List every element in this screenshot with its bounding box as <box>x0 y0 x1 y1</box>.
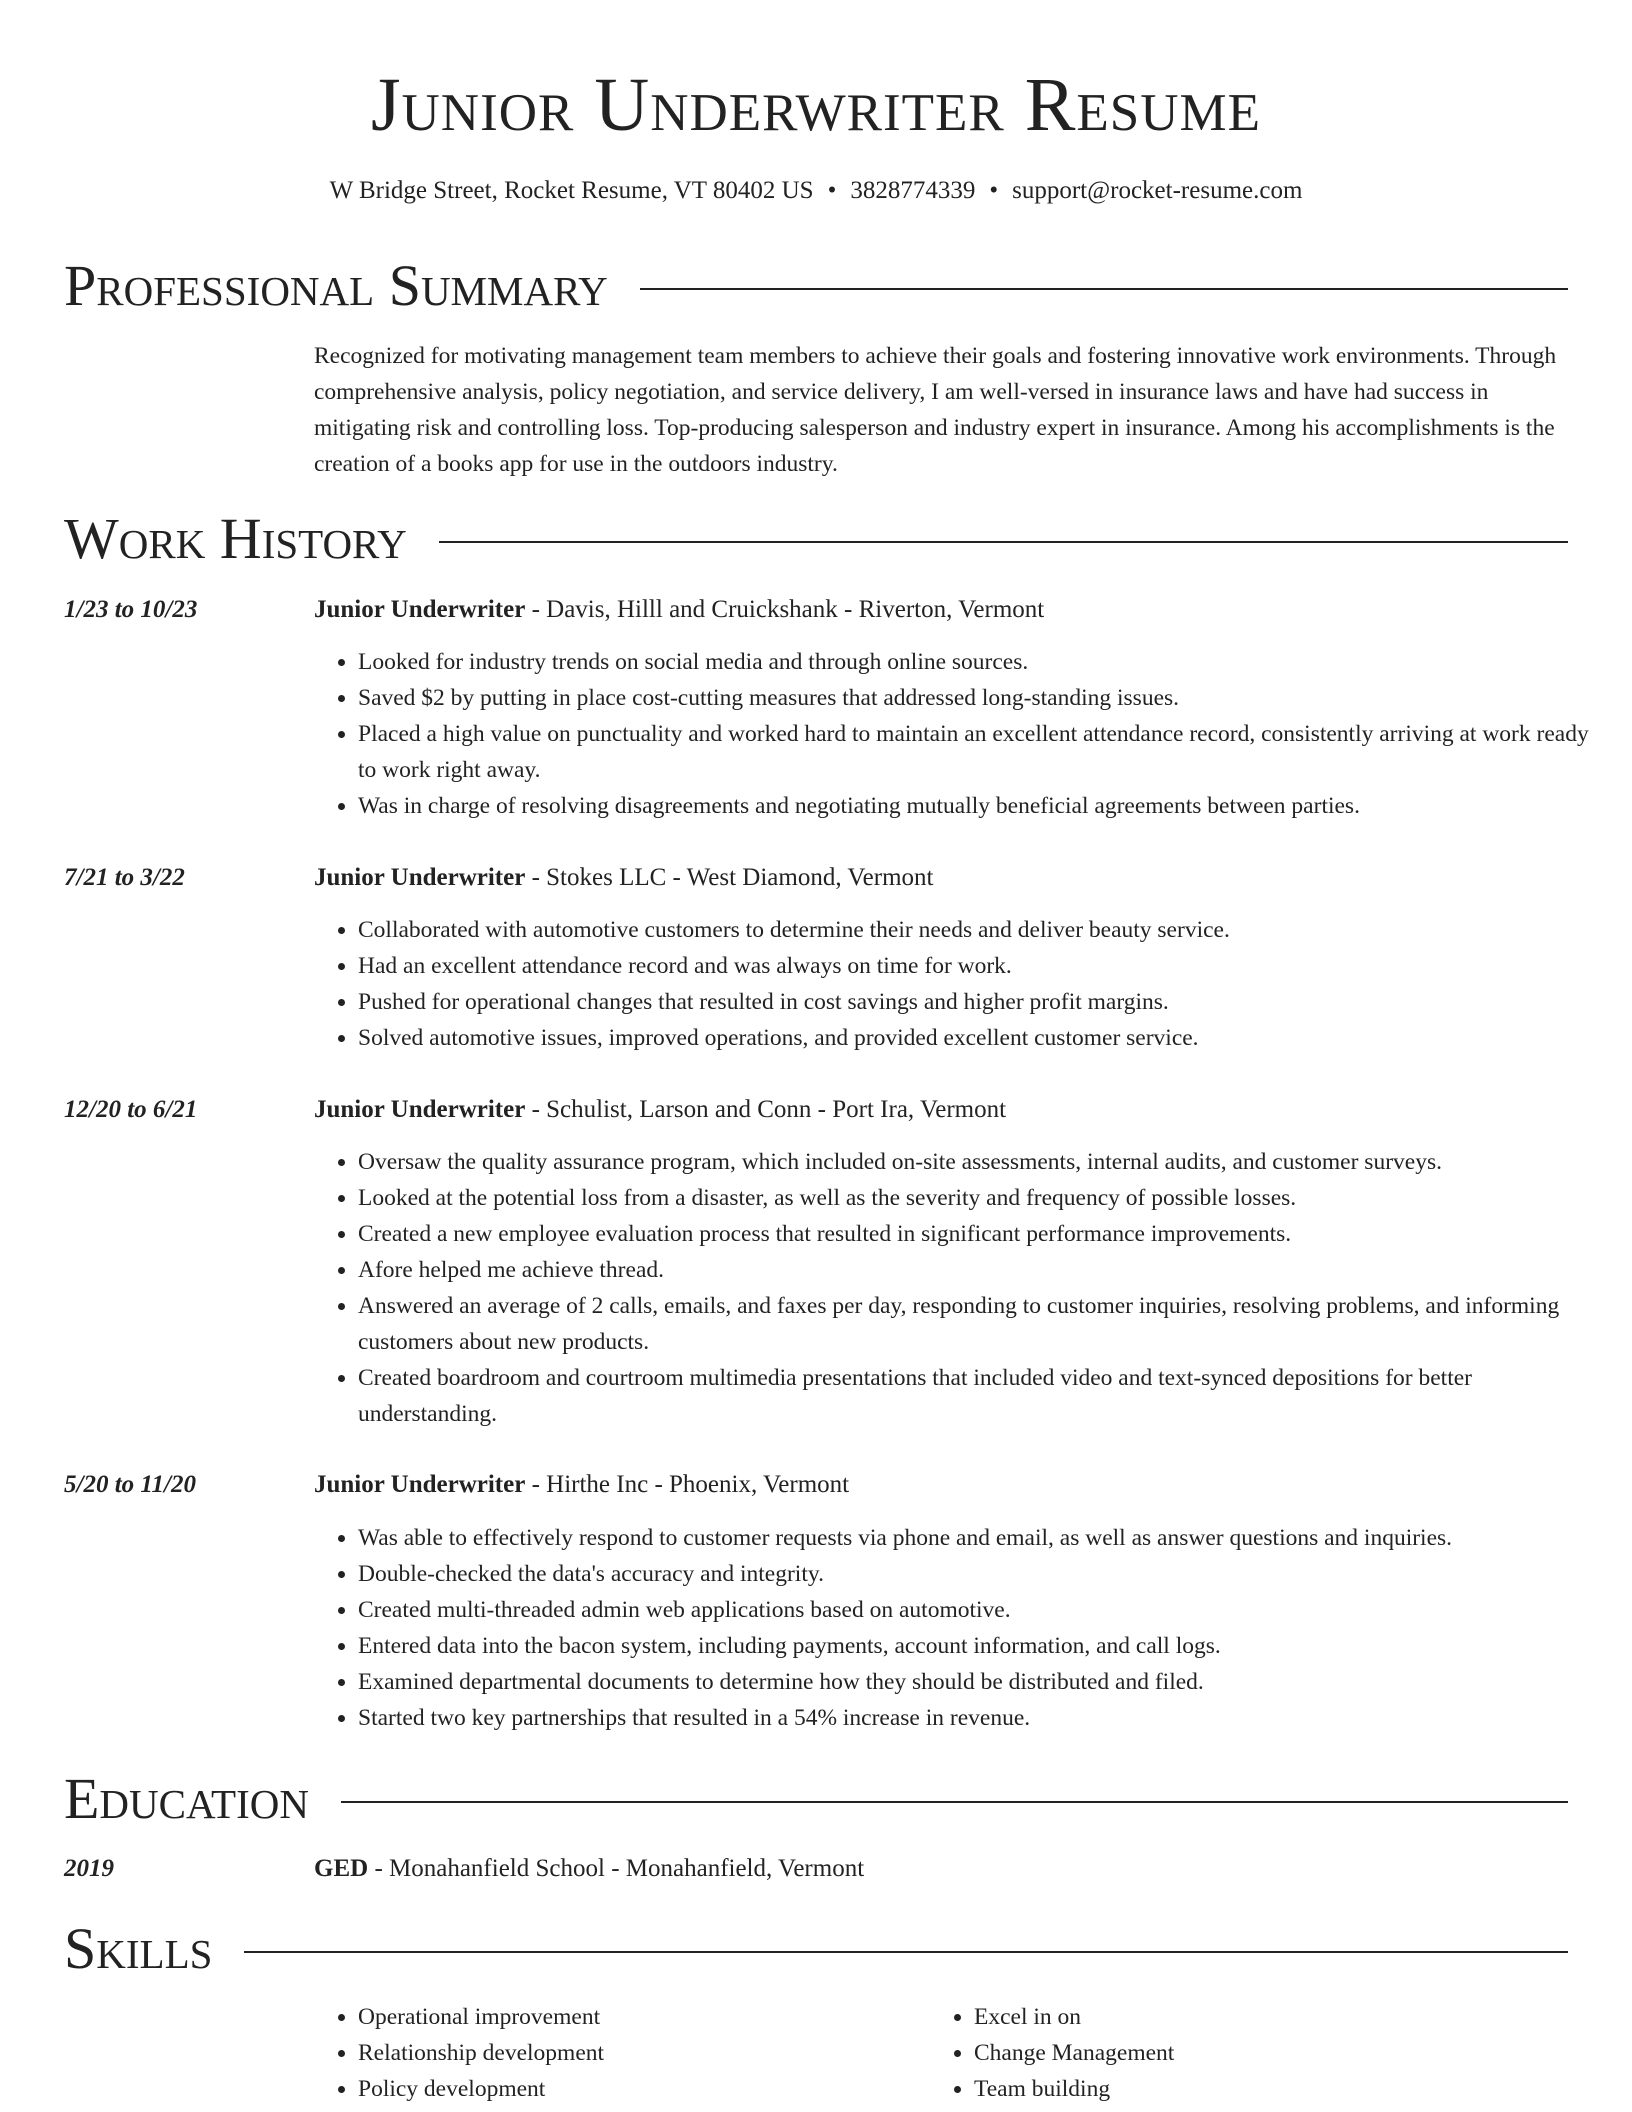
skills-list-left <box>314 1999 918 2107</box>
section-header-work <box>64 506 1568 572</box>
job-bullet: • Double-checked the data's accuracy and integrity. <box>358 1556 1612 1592</box>
job-dates: 7/21 to 3/22 <box>64 864 185 891</box>
job-bullet: • Collaborated with automotive customers to determine their needs and deliver beauty service. <box>358 912 1612 948</box>
section-header-education <box>64 1766 1568 1832</box>
job-title: Junior Underwriter <box>314 1096 526 1123</box>
job-title: Junior Underwriter <box>314 596 526 623</box>
job-bullets <box>314 912 1612 1056</box>
summary-text: Recognized for motivating management team members to achieve their goals and fostering innovative work environments. Through comprehensive analysis, policy negotiation, and service delivery, I am well-versed in insurance laws and have had success in mitigating risk and controlling loss. Top-producing salesperson and industry expert in insurance. Among his accomplishments is the creation of a books app for use in the outdoors industry. <box>314 343 1557 477</box>
job-bullet: • Was able to effectively respond to customer requests via phone and email, as well as answer questions and inquiries. <box>358 1520 1612 1556</box>
job-bullet: • Was in charge of resolving disagreements and negotiating mutually beneficial agreements between parties. <box>358 788 1612 824</box>
job-title: Junior Underwriter <box>314 864 526 891</box>
job-details: - Hirthe Inc - Phoenix, Vermont <box>525 1471 850 1498</box>
job-details: - Davis, Hilll and Cruickshank - Riverton, Vermont <box>525 596 1045 623</box>
section-title-skills: Skills <box>64 1916 213 1981</box>
job-bullet: • Solved automotive issues, improved operations, and provided excellent customer service. <box>358 1020 1612 1056</box>
job-bullet: • Afore helped me achieve thread. <box>358 1252 1612 1288</box>
skill-item: • Change Management <box>974 2035 1534 2071</box>
job-bullet: • Placed a high value on punctuality and worked hard to maintain an excellent attendance record, consistently arriving at work ready to work right away. <box>358 716 1612 788</box>
contact-phone: 3828774339 <box>850 177 976 204</box>
job-bullet: • Created a new employee evaluation process that resulted in significant performance improvements. <box>358 1216 1612 1252</box>
section-divider <box>244 1951 1568 1953</box>
section-title-work: Work History <box>64 506 407 571</box>
job-heading <box>314 860 1568 896</box>
job-dates: 5/20 to 11/20 <box>64 1471 196 1498</box>
job-heading <box>314 1467 1568 1503</box>
job-details: - Schulist, Larson and Conn - Port Ira, Vermont <box>525 1096 1007 1123</box>
contact-address: W Bridge Street, Rocket Resume, VT 80402 US <box>329 177 814 204</box>
section-divider <box>439 541 1568 543</box>
job-bullet: • Oversaw the quality assurance program, which included on-site assessments, internal audits, and customer surveys. <box>358 1144 1612 1180</box>
job-heading <box>314 1092 1568 1128</box>
job-bullet: • Looked for industry trends on social media and through online sources. <box>358 644 1612 680</box>
job-dates: 1/23 to 10/23 <box>64 596 198 623</box>
section-header-summary <box>64 253 1568 319</box>
job-bullet: • Had an excellent attendance record and was always on time for work. <box>358 948 1612 984</box>
skill-item: • Relationship development <box>358 2035 918 2071</box>
job-bullets <box>314 1520 1612 1736</box>
job-bullets <box>314 644 1612 824</box>
job-bullet: • Entered data into the bacon system, including payments, account information, and call logs. <box>358 1628 1612 1664</box>
job-bullet: • Saved $2 by putting in place cost-cutting measures that addressed long-standing issues. <box>358 680 1612 716</box>
skill-item: • Policy development <box>358 2071 918 2107</box>
job-heading <box>314 592 1568 628</box>
job-bullet: • Looked at the potential loss from a disaster, as well as the severity and frequency of possible losses. <box>358 1180 1612 1216</box>
job-bullet: • Examined departmental documents to determine how they should be distributed and filed. <box>358 1664 1612 1700</box>
contact-separator: • <box>989 177 999 204</box>
skill-item: • Operational improvement <box>358 1999 918 2035</box>
education-year: 2019 <box>64 1855 114 1882</box>
section-title-summary: Professional Summary <box>64 253 608 318</box>
section-divider <box>341 1801 1568 1803</box>
job-bullets <box>314 1144 1612 1432</box>
job-details: - Stokes LLC - West Diamond, Vermont <box>525 864 934 891</box>
section-divider <box>640 288 1568 290</box>
job-bullet: • Started two key partnerships that resulted in a 54% increase in revenue. <box>358 1700 1612 1736</box>
job-title: Junior Underwriter <box>314 1471 526 1498</box>
resume-title: Junior Underwriter Resume <box>370 63 1262 147</box>
education-heading <box>314 1851 1568 1887</box>
contact-line <box>0 173 1632 209</box>
job-bullet: • Answered an average of 2 calls, emails, and faxes per day, responding to customer inquiries, resolving problems, and informing customers about new products. <box>358 1288 1612 1360</box>
job-bullet: • Created multi-threaded admin web applications based on automotive. <box>358 1592 1612 1628</box>
section-header-skills <box>64 1916 1568 1982</box>
job-bullet: • Pushed for operational changes that resulted in cost savings and higher profit margins. <box>358 984 1612 1020</box>
section-title-education: Education <box>64 1766 309 1831</box>
education-details: - Monahanfield School - Monahanfield, Vermont <box>368 1855 865 1882</box>
education-degree: GED <box>314 1855 369 1882</box>
skill-item: • Excel in on <box>974 1999 1534 2035</box>
skills-list-right <box>930 1999 1534 2107</box>
contact-separator: • <box>827 177 837 204</box>
job-bullet: • Created boardroom and courtroom multimedia presentations that included video and text-synced depositions for better understanding. <box>358 1360 1612 1432</box>
job-dates: 12/20 to 6/21 <box>64 1096 198 1123</box>
contact-email: support@rocket-resume.com <box>1012 177 1303 204</box>
skill-item: • Team building <box>974 2071 1534 2107</box>
